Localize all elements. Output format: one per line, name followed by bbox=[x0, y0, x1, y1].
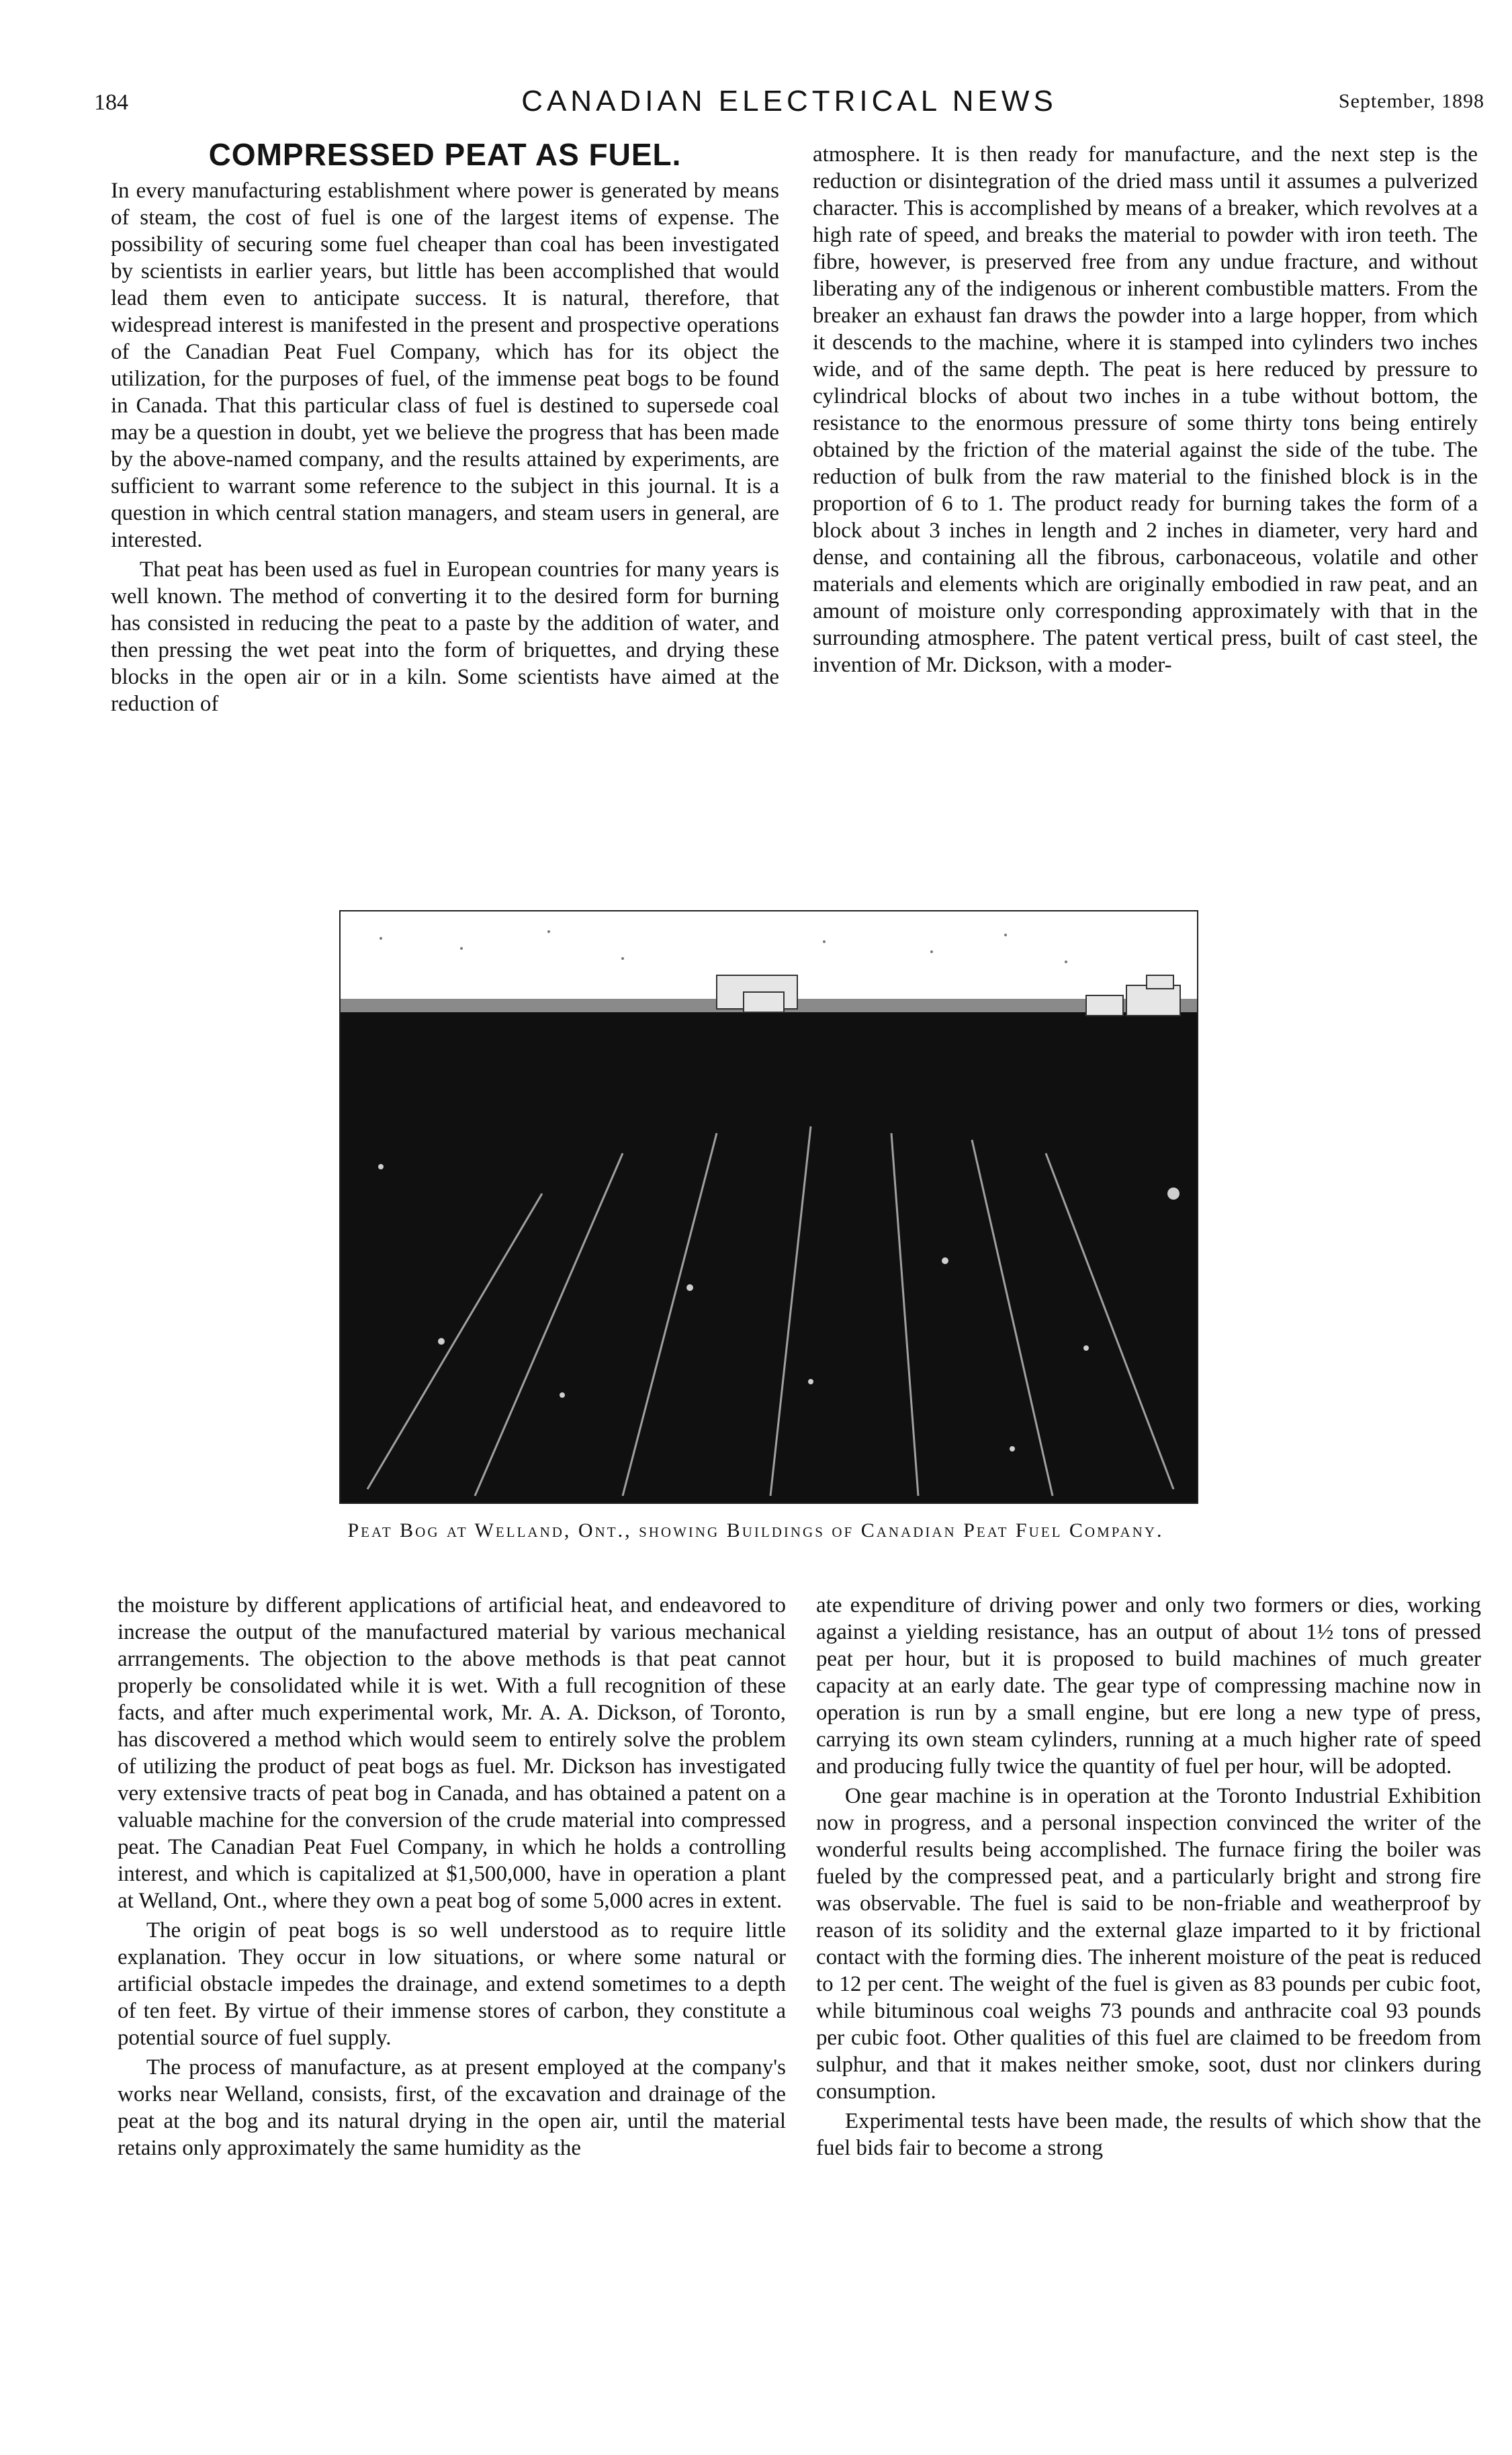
paragraph: The process of manufacture, as at present employed at the company's works near Welland, consists, first, of the excavation and drainage of the peat at the bog and its natural drying in the open air, until the material retains only approximately the same humidity as the bbox=[118, 2055, 786, 2160]
figure-caption: Peat Bog at Welland, Ont., showing Buildings of Canadian Peat Fuel Company. bbox=[347, 1519, 1164, 1542]
article-title: COMPRESSED PEAT AS FUEL. bbox=[208, 141, 682, 172]
column-top-left bbox=[111, 141, 779, 866]
paragraph: the moisture by different applications of artificial heat, and endeavored to increase the output of the manufactured material by various mechanical arrrangements. The objection to the above methods is that peat cannot properly be consolidated while it is wet. With a full recognition of these facts, and after much experimental work, Mr. A. A. Dickson, of Toronto, has discovered a method which would seem to entirely solve the problem of utilizing the product of peat bogs as fuel. Mr. Dickson has investigated very extensive tracts of peat bog in Canada, and has obtained a patent on a valuable machine for the conversion of the crude material into compressed peat. The Canadian Peat Fuel Company, in which he holds a controlling interest, and which is capitalized at $1,500,000, have in operation a plant at Welland, Ont., where they own a peat bog of some 5,000 acres in extent. bbox=[118, 1593, 786, 1913]
column-top-right bbox=[813, 141, 1478, 866]
peat-bog-photograph bbox=[339, 910, 1198, 1504]
issue-date: September, 1898 bbox=[1338, 90, 1484, 112]
paragraph: That peat has been used as fuel in European countries for many years is well known. The method of converting it to the desired form for burning has consisted in reducing the peat to a paste by the addition of water, and then pressing the wet peat into the form of briquettes, and drying these blocks in the open air or in a kiln. Some scientists have aimed at the reduction of bbox=[111, 557, 779, 716]
peat-bog-image bbox=[341, 911, 1197, 1503]
page-number: 184 bbox=[94, 90, 128, 115]
paragraph: One gear machine is in operation at the Toronto Industrial Exhibition now in progress, and a personal inspection convinced the writer of the wonderful results being accomplished. The furnace firing the boiler was fueled by the compressed peat, and a particularly bright and strong fire was observable. The fuel is said to be non-friable and weatherproof by reason of its solidity and the external glaze imparted to it by frictional contact with the forming dies. The inherent moisture of the peat is reduced to 12 per cent. The weight of the fuel is given as 83 pounds per cubic foot, while bituminous coal weighs 73 pounds and anthracite coal 93 pounds per cubic foot. Other qualities of this fuel are claimed to be freedom from sulphur, and that it makes neither smoke, soot, dust nor clinkers during consumption. bbox=[816, 1784, 1481, 2104]
paragraph: atmosphere. It is then ready for manufacture, and the next step is the reduction or disintegration of the dried mass until it assumes a pulverized character. This is accomplished by means of a breaker, which revolves at a high rate of speed, and breaks the material to powder with iron teeth. The fibre, however, is preserved free from any undue fracture, and without liberating any of the indigenous or inherent combustible matters. From the breaker an exhaust fan draws the powder into a large hopper, from which it descends to the machine, where it is stamped into cylinders two inches wide, and of the same depth. The peat is here reduced by pressure to cylindrical blocks of about two inches in a tube without bottom, the resistance to the enormous pressure of some thirty tons being entirely obtained by the friction of the material against the side of the tube. The reduction of bulk from the raw material to the finished block is in the proportion of 6 to 1. The product ready for burning takes the form of a block about 3 inches in length and 2 inches in diameter, very hard and dense, and containing all the fibrous, carbonaceous, volatile and other materials and elements which are originally embodied in raw peat, and an amount of moisture only corresponding approximately with that in the surrounding atmosphere. The patent vertical press, built of cast steel, the invention of Mr. Dickson, with a moder- bbox=[813, 142, 1478, 677]
page-header bbox=[94, 81, 1484, 128]
paragraph: The origin of peat bogs is so well understood as to require little explanation. They occur in low situations, or where some natural or artificial obstacle impedes the drainage, and extend sometimes to a depth of ten feet. By virtue of their immense stores of carbon, they constitute a potential source of fuel supply. bbox=[118, 1918, 786, 2050]
paragraph: Experimental tests have been made, the results of which show that the fuel bids fair to become a strong bbox=[816, 2109, 1481, 2160]
column-bottom-left bbox=[118, 1592, 786, 2445]
paragraph: ate expenditure of driving power and only two formers or dies, working against a yielding resistance, has an output of about 1½ tons of pressed peat per hour, but it is proposed to build machines of much greater capacity at an early date. The gear type of compressing machine now in operation is run by a small engine, but ere long a new type of press, carrying its own steam cylinders, running at a much higher rate of speed and producing fully twice the quantity of fuel per hour, will be adopted. bbox=[816, 1593, 1481, 1779]
paragraph: In every manufacturing establishment where power is generated by means of steam, the cost of fuel is one of the largest items of expense. The possibility of securing some fuel cheaper than coal has been investigated by scientists in earlier years, but little has been accomplished that would lead them even to anticipate success. It is natural, therefore, that widespread interest is manifested in the present and prospective operations of the Canadian Peat Fuel Company, which has for its object the utilization, for the purposes of fuel, of the immense peat bogs to be found in Canada. That this particular class of fuel is destined to supersede coal may be a question in doubt, yet we believe the progress that has been made by the above-named company, and the results attained by experiments, are sufficient to warrant some reference to the subject in this journal. It is a question in which central station managers, and steam users in general, are interested. bbox=[111, 179, 779, 552]
column-bottom-right bbox=[816, 1592, 1481, 2445]
journal-title: CANADIAN ELECTRICAL NEWS bbox=[521, 85, 1057, 118]
